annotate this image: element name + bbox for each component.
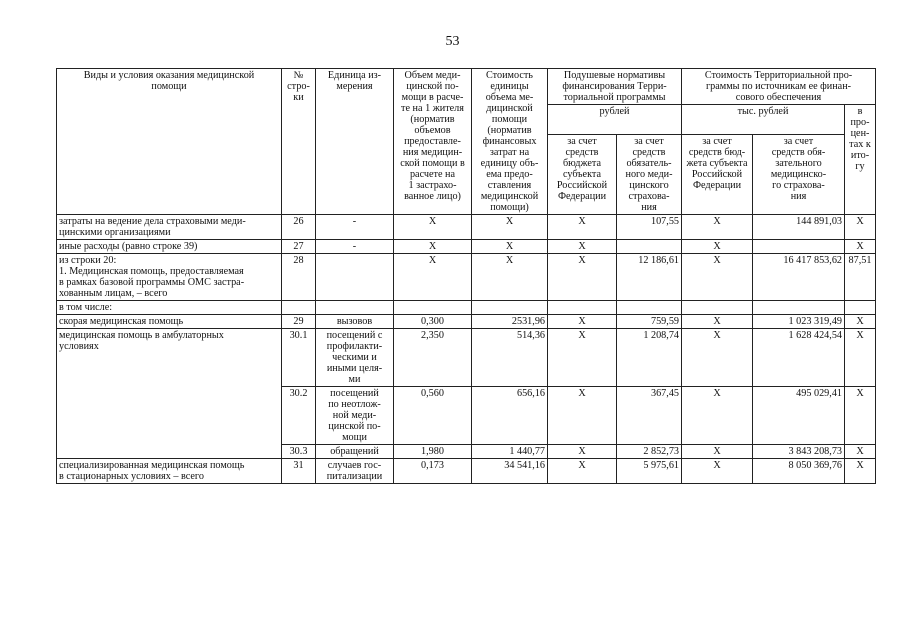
- header-row-1: [57, 69, 876, 105]
- row-oms: 2 852,73: [617, 445, 682, 459]
- header-budget2: за счет средств бюд- жета субъекта Российской Федерации: [682, 135, 753, 215]
- row-name: затраты на ведение дела страховыми меди- цинскими организациями: [57, 215, 282, 240]
- row-budget: Х: [548, 387, 617, 445]
- header-oms: за счет средств обязатель- ного меди- цинского страхова- ния: [617, 135, 682, 215]
- row-num: 30.1: [282, 329, 316, 387]
- row-name: скорая медицинская помощь: [57, 315, 282, 329]
- table-row: [57, 329, 876, 387]
- row-percent: Х: [845, 445, 876, 459]
- row-num: 27: [282, 240, 316, 254]
- row-name: из строки 20: 1. Медицинская помощь, предоставляемая в рамках базовой программы ОМС застра- хованным лицам, – всего: [57, 254, 282, 301]
- financing-table: [56, 68, 876, 484]
- row-percent: Х: [845, 315, 876, 329]
- row-unit: [316, 301, 394, 315]
- row-volume: [394, 301, 472, 315]
- row-volume: 0,560: [394, 387, 472, 445]
- row-oms2: 8 050 369,76: [753, 459, 845, 484]
- row-budget2: Х: [682, 240, 753, 254]
- row-oms: 367,45: [617, 387, 682, 445]
- row-unit: вызовов: [316, 315, 394, 329]
- row-budget: Х: [548, 215, 617, 240]
- row-percent: Х: [845, 329, 876, 387]
- row-oms2: 3 843 208,73: [753, 445, 845, 459]
- row-budget2: Х: [682, 459, 753, 484]
- row-volume: Х: [394, 240, 472, 254]
- row-unit: -: [316, 215, 394, 240]
- row-budget: Х: [548, 459, 617, 484]
- row-cost: 2531,96: [472, 315, 548, 329]
- row-num: 30.3: [282, 445, 316, 459]
- row-oms: [617, 240, 682, 254]
- row-num: 29: [282, 315, 316, 329]
- row-cost: 1 440,77: [472, 445, 548, 459]
- table-row: [57, 240, 876, 254]
- row-cost: [472, 301, 548, 315]
- row-num: 30.2: [282, 387, 316, 445]
- row-cost: 514,36: [472, 329, 548, 387]
- table-row: [57, 215, 876, 240]
- row-budget: Х: [548, 240, 617, 254]
- header-percapita: Подушевые нормативы финансирования Терри- ториальной программы: [548, 69, 682, 105]
- row-budget2: Х: [682, 387, 753, 445]
- row-budget: Х: [548, 254, 617, 301]
- row-num: 28: [282, 254, 316, 301]
- row-oms2: [753, 301, 845, 315]
- header-unit-thous: тыс. рублей: [682, 105, 845, 135]
- row-percent: Х: [845, 240, 876, 254]
- header-unit-rub: рублей: [548, 105, 682, 135]
- header-kind: Виды и условия оказания медицинской помощи: [57, 69, 282, 215]
- row-unit: случаев гос- питализации: [316, 459, 394, 484]
- row-unit: [316, 254, 394, 301]
- header-num: № стро- ки: [282, 69, 316, 215]
- row-cost: Х: [472, 240, 548, 254]
- row-oms2: 1 023 319,49: [753, 315, 845, 329]
- row-oms2: 144 891,03: [753, 215, 845, 240]
- row-volume: Х: [394, 215, 472, 240]
- row-num: [282, 301, 316, 315]
- header-oms2: за счет средств обя- зательного медицинско- го страхова- ния: [753, 135, 845, 215]
- row-oms: 5 975,61: [617, 459, 682, 484]
- row-percent: [845, 301, 876, 315]
- row-name: специализированная медицинская помощь в стационарных условиях – всего: [57, 459, 282, 484]
- row-volume: 2,350: [394, 329, 472, 387]
- header-cost: Стоимость единицы объема ме- дицинской помощи (норматив финансовых затрат на единицу объ- ема предо- ставления медицинской помощи): [472, 69, 548, 215]
- row-num: 26: [282, 215, 316, 240]
- row-budget2: Х: [682, 215, 753, 240]
- row-volume: 1,980: [394, 445, 472, 459]
- row-budget: Х: [548, 445, 617, 459]
- table-row: [57, 254, 876, 301]
- row-oms: 107,55: [617, 215, 682, 240]
- row-name: иные расходы (равно строке 39): [57, 240, 282, 254]
- row-budget2: Х: [682, 329, 753, 387]
- row-budget: Х: [548, 315, 617, 329]
- row-cost: Х: [472, 215, 548, 240]
- row-oms: 12 186,61: [617, 254, 682, 301]
- row-budget2: [682, 301, 753, 315]
- row-budget2: Х: [682, 315, 753, 329]
- row-oms2: [753, 240, 845, 254]
- row-percent: Х: [845, 215, 876, 240]
- row-name: медицинская помощь в амбулаторных условиях: [57, 329, 282, 459]
- header-percent: в про- цен- тах к ито- гу: [845, 105, 876, 215]
- row-volume: Х: [394, 254, 472, 301]
- row-oms2: 1 628 424,54: [753, 329, 845, 387]
- header-territorial: Стоимость Территориальной про- граммы по источникам ее финан- сового обеспечения: [682, 69, 876, 105]
- row-budget2: Х: [682, 254, 753, 301]
- row-volume: 0,173: [394, 459, 472, 484]
- row-cost: 34 541,16: [472, 459, 548, 484]
- row-cost: Х: [472, 254, 548, 301]
- row-budget: Х: [548, 329, 617, 387]
- table-row: [57, 315, 876, 329]
- header-volume: Объем меди- цинской по- мощи в расче- те на 1 жителя (норматив объемов предоставле- ния медицин- ской помощи в расчете на 1 застрахо- ванное лицо): [394, 69, 472, 215]
- row-percent: 87,51: [845, 254, 876, 301]
- row-percent: Х: [845, 387, 876, 445]
- header-budget: за счет средств бюджета субъекта Российской Федерации: [548, 135, 617, 215]
- row-percent: Х: [845, 459, 876, 484]
- page-number: 53: [445, 34, 460, 49]
- row-name: в том числе:: [57, 301, 282, 315]
- row-unit: обращений: [316, 445, 394, 459]
- row-unit: посещений по неотлож- ной меди- цинской по- мощи: [316, 387, 394, 445]
- row-unit: -: [316, 240, 394, 254]
- row-num: 31: [282, 459, 316, 484]
- row-oms: [617, 301, 682, 315]
- row-oms: 1 208,74: [617, 329, 682, 387]
- row-volume: 0,300: [394, 315, 472, 329]
- row-unit: посещений с профилакти- ческими и иными целя- ми: [316, 329, 394, 387]
- row-cost: 656,16: [472, 387, 548, 445]
- row-oms: 759,59: [617, 315, 682, 329]
- header-unit: Единица из- мерения: [316, 69, 394, 215]
- row-budget: [548, 301, 617, 315]
- table-row: [57, 459, 876, 484]
- table-row: [57, 301, 876, 315]
- row-oms2: 495 029,41: [753, 387, 845, 445]
- row-oms2: 16 417 853,62: [753, 254, 845, 301]
- row-budget2: Х: [682, 445, 753, 459]
